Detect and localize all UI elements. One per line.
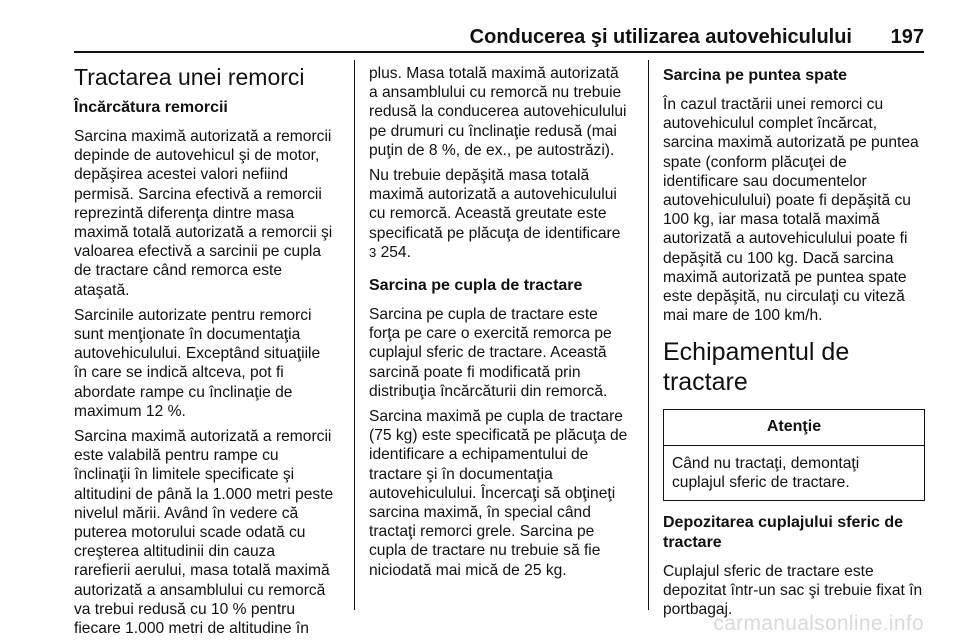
paragraph: Sarcina maximă autorizată a remorcii este valabilă pentru rampe cu înclinaţii în limitele specificate şi altitudini de până la 1.000 metri peste nivelul mării. Având în vedere că puterea motorului scade odată cu creşterea altitudinii din cauza rarefierii aerului, masa totală maximă autorizată a ansamblului cu remorcă va trebui redusă cu 10 % pentru fiecare 1.000 metri de altitudine în (74, 428, 334, 638)
page-reference-icon: 3 (369, 244, 377, 260)
paragraph-text: Nu trebuie depăşită masa totală maximă autorizată a autovehiculului cu remorcă. Această greutate este specificată pe plăcuţa de identificare (369, 167, 621, 242)
paragraph: Cuplajul sferic de tractare este depozitat într-un sac şi trebuie fixat în portbagaj. (663, 563, 923, 619)
column-1 (74, 64, 346, 642)
paragraph: În cazul tractării unei remorci cu autovehiculul complet încărcat, sarcina maximă autorizată pe puntea spate (conform plăcuţei de identificare sau documentelor autovehiculului) poate fi depăşită cu 100 kg, iar masa totală maximă autorizată a autovehiculului poate fi depăşită cu 100 kg. Dacă sarcina maximă autorizată pe puntea spate este depăşită, nu circulaţi cu viteză mai mare de 100 km/h. (663, 96, 919, 325)
paragraph: Sarcina maximă pe cupla de tractare (75 kg) este specificată pe plăcuţa de identificare a echipamentului de tractare şi în documentaţia autovehiculului. Încercaţi să obţineţi sarcina maximă, în special când tractaţi remorci grele. Sarcina pe cupla de tractare nu trebuie să fie niciodată mai mică de 25 kg. (369, 408, 628, 579)
paragraph (369, 166, 635, 243)
warning-box (663, 409, 925, 501)
subsection-title-rear-axle: Sarcina pe puntea spate (663, 67, 848, 84)
paragraph: Sarcina maximă autorizată a remorcii depinde de autovehicul şi de motor, depăşirea acestei valori nefiind permisă. Sarcina efectivă a remorcii reprezintă diferenţa dintre masa maximă totală autorizată a remorcii şi valoarea efectivă a sarcinii pe cupla de tractare când remorca este ataşată. (74, 128, 333, 299)
paragraph: Sarcina pe cupla de tractare este forţa pe care o exercită remorca pe cuplajul sferic de tractare. Această sarcină poate fi modificată prin distribuţia încărcăturii din remorcă. (369, 306, 612, 400)
warning-heading: Atenţie (664, 410, 924, 445)
column-divider-2 (648, 60, 649, 610)
column-2 (369, 64, 635, 586)
column-divider-1 (354, 60, 355, 610)
watermark: carmanualsonline.info (713, 612, 924, 635)
page-number: 197 (890, 26, 924, 48)
paragraph: plus. Masa totală maximă autorizată a ansamblului cu remorcă nu trebuie redusă la conducerea autovehiculului pe drumuri cu înclinaţie redusă (mai puţin de 8 %, de ex., pe autostrăzi). (369, 65, 627, 159)
column-3 (663, 66, 925, 626)
subsection-title-coupling-load: Sarcina pe cupla de tractare (369, 277, 583, 295)
header-divider (74, 51, 924, 53)
paragraph: Sarcinile autorizate pentru remorci sunt menţionate în documentaţia autovehiculului. Exceptând situaţiile în care se indică altceva, pot fi abordate rampe cu înclinaţie de maximum 12 %. (74, 306, 321, 420)
section-title-towing-equipment: Echipamentul de tractare (663, 338, 850, 397)
header-title: Conducerea şi utilizarea autovehiculului (469, 26, 852, 48)
warning-text: Când nu tractaţi, demontaţi cuplajul sferic de tractare. (672, 454, 860, 491)
page-reference[interactable] (369, 243, 635, 262)
page-header (74, 26, 924, 48)
page-reference-number: 254. (380, 243, 411, 261)
subsection-title-trailer-load: Încărcătura remorcii (74, 99, 228, 116)
subsection-title-storage: Depozitarea cuplajului sferic de tractare (663, 514, 904, 552)
section-title-towing: Tractarea unei remorci (74, 64, 305, 90)
